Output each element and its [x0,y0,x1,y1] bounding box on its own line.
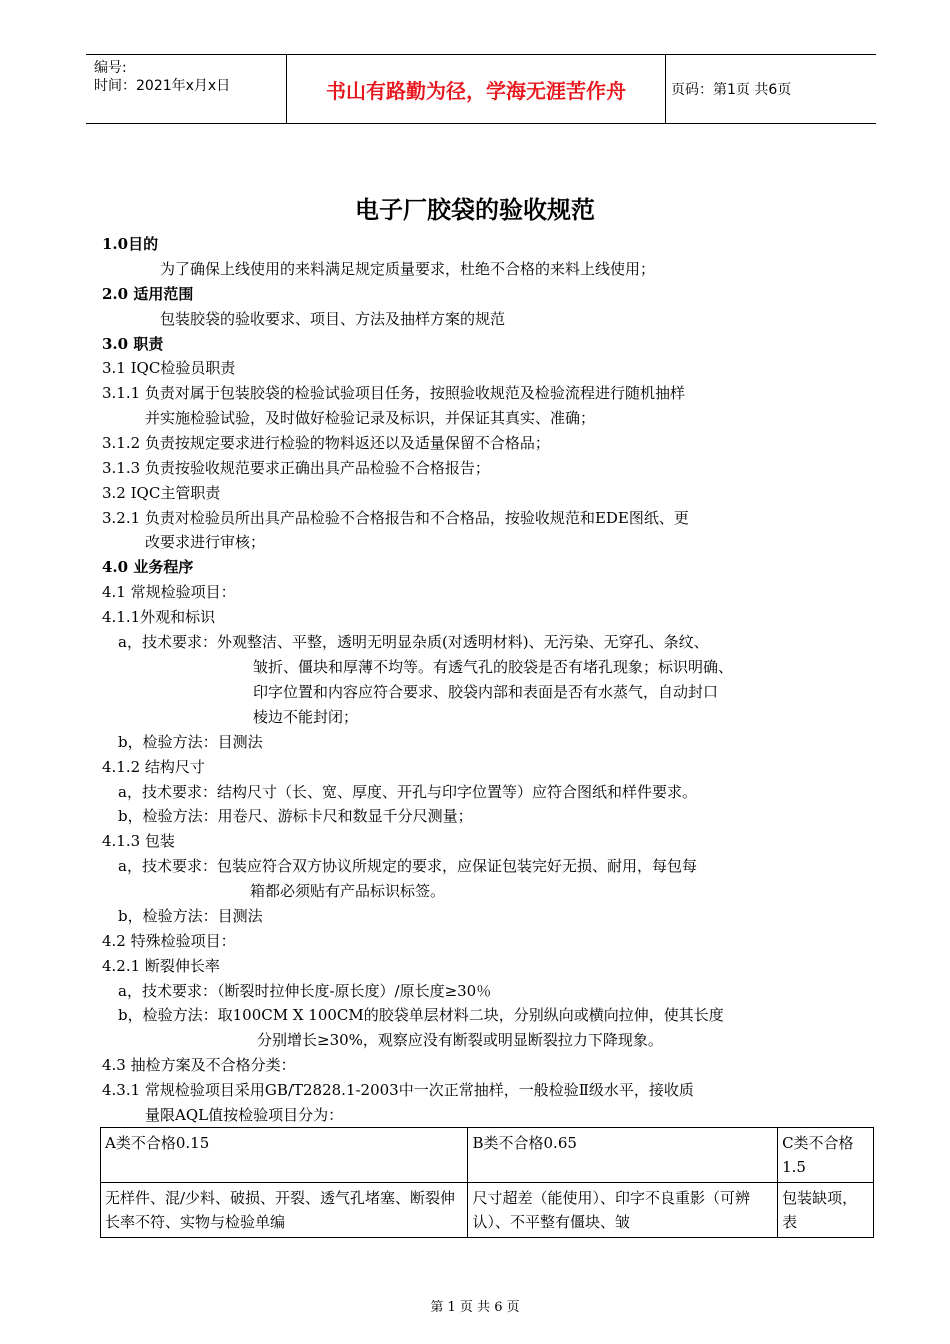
body-line: 4.1 常规检验项目： [102,583,236,601]
body-line: 棱边不能封闭； [253,708,359,726]
body-line: b，检验方法：取100CM X 100CM的胶袋单层材料二块，分别纵向或横向拉伸，使其长度 [118,1006,724,1024]
table-cell: 无样件、混/少料、破损、开裂、透气孔堵塞、断裂伸长率不符、实物与检验单编 [101,1183,468,1238]
page-header [86,54,876,124]
header-meta [94,59,230,95]
body-line: 3.1.3 负责按验收规范要求正确出具产品检验不合格报告； [102,459,490,477]
body-line: a，技术要求：包装应符合双方协议所规定的要求，应保证包装完好无损、耐用，每包每 [118,857,697,875]
body-line: 3.1.1 负责对属于包装胶袋的检验试验项目任务，按照验收规范及检验流程进行随机抽样 [102,384,685,402]
table-row [101,1128,874,1183]
body-line: a，技术要求：（断裂时拉伸长度-原长度）/原长度≥30％ [118,982,492,1000]
section-heading: 4.0 业务程序 [102,558,194,576]
date-label: 时间：2021年x月x日 [94,78,231,94]
body-line: b，检验方法：目测法 [118,733,263,751]
aql-table [100,1127,874,1238]
body-line: 分别增长≥30%，观察应没有断裂或明显断裂拉力下降现象。 [257,1031,663,1049]
body-line: 3.2.1 负责对检验员所出具产品检验不合格报告和不合格品，按验收规范和EDE图纸、更 [102,509,689,527]
body-line: 皱折、僵块和厚薄不均等。有透气孔的胶袋是否有堵孔现象；标识明确、 [253,658,734,676]
body-line: b，检验方法：目测法 [118,907,263,925]
table-row [101,1183,874,1238]
header-page-info: 页码：第1页 共6页 [671,82,792,98]
body-line: 改要求进行审核； [145,533,266,551]
section-heading: 1.0目的 [102,235,159,253]
body-line: 3.1 IQC检验员职责 [102,359,236,377]
body-line: 4.1.1外观和标识 [102,608,216,626]
body-line: 3.2 IQC主管职责 [102,484,221,502]
body-line: a，技术要求：外观整洁、平整，透明无明显杂质(对透明材料)、无污染、无穿孔、条纹、 [118,633,709,651]
number-label: 编号: [94,60,127,76]
table-header-cell: B类不合格0.65 [468,1128,778,1183]
body-line: b，检验方法：用卷尺、游标卡尺和数显千分尺测量； [118,807,473,825]
document-title: 电子厂胶袋的验收规范 [355,196,595,224]
body-line: 4.3 抽检方案及不合格分类： [102,1056,296,1074]
body-line: 4.1.3 包装 [102,832,175,850]
header-motto: 书山有路勤为径，学海无涯苦作舟 [286,55,666,123]
section-heading: 2.0 适用范围 [102,285,194,303]
body-line: 4.3.1 常规检验项目采用GB/T2828.1-2003中一次正常抽样，一般检验Ⅱ级水平，接收质 [102,1081,694,1099]
body-line: 箱都必须贴有产品标识标签。 [250,882,446,900]
body-line: 4.2 特殊检验项目： [102,932,236,950]
body-line: 量限AQL值按检验项目分为： [145,1106,344,1124]
section-heading: 3.0 职责 [102,335,164,353]
body-line: 4.1.2 结构尺寸 [102,758,205,776]
table-header-cell: C类不合格1.5 [778,1128,874,1183]
body-line: 包装胶袋的验收要求、项目、方法及抽样方案的规范 [160,310,506,328]
table-cell: 尺寸超差（能使用）、印字不良重影（可辨认）、不平整有僵块、皱 [468,1183,778,1238]
body-line: 4.2.1 断裂伸长率 [102,957,220,975]
table-header-cell: A类不合格0.15 [101,1128,468,1183]
body-line: 印字位置和内容应符合要求、胶袋内部和表面是否有水蒸气，自动封口 [253,683,719,701]
body-line: 3.1.2 负责按规定要求进行检验的物料返还以及适量保留不合格品； [102,434,550,452]
page-footer: 第 1 页 共 6 页 [430,1300,520,1315]
body-line: 并实施检验试验，及时做好检验记录及标识，并保证其真实、准确； [145,409,596,427]
table-cell: 包装缺项，表 [778,1183,874,1238]
body-line: a，技术要求：结构尺寸（长、宽、厚度、开孔与印字位置等）应符合图纸和样件要求。 [118,783,697,801]
body-line: 为了确保上线使用的来料满足规定质量要求，杜绝不合格的来料上线使用； [160,260,656,278]
